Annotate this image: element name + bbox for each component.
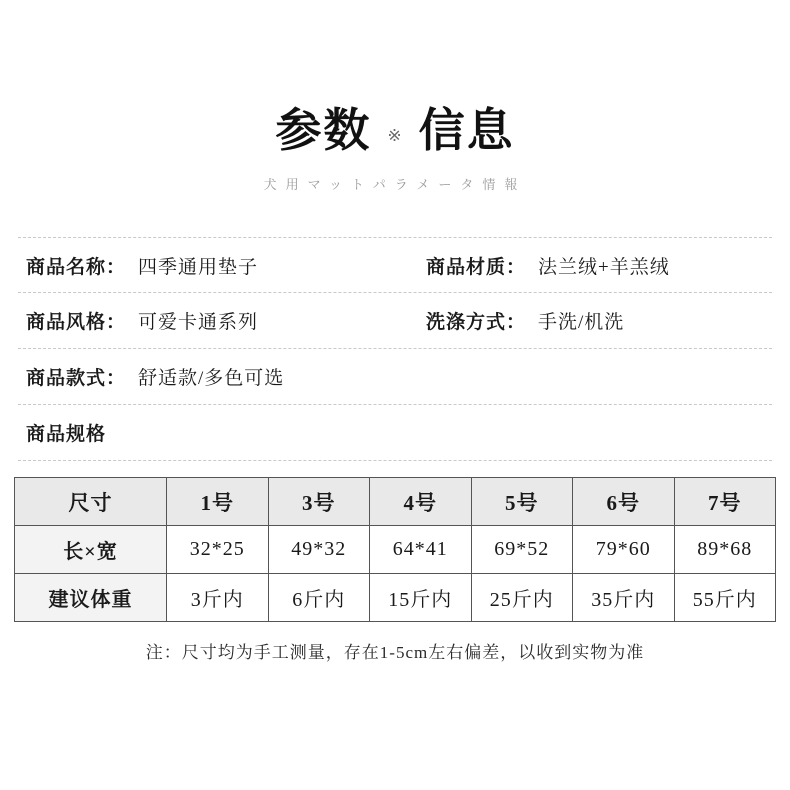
table-header-cell: 4号 xyxy=(370,478,472,526)
size-table-wrapper xyxy=(14,477,776,663)
spec-row xyxy=(18,349,772,405)
table-row xyxy=(15,526,776,574)
spec-cell-right xyxy=(418,307,758,334)
table-cell: 49*32 xyxy=(268,526,370,574)
table-cell: 6斤内 xyxy=(268,574,370,622)
spec-cell-left xyxy=(18,252,418,279)
measurement-note: 注：尺寸均为手工测量，存在1-5cm左右偏差，以收到实物为准 xyxy=(145,643,645,662)
table-cell: 55斤内 xyxy=(674,574,776,622)
table-row-header xyxy=(15,478,776,526)
page-header xyxy=(0,0,790,193)
table-row xyxy=(15,574,776,622)
table-cell: 35斤内 xyxy=(573,574,675,622)
spec-value: 手洗/机洗 xyxy=(538,312,625,333)
table-cell: 89*68 xyxy=(674,526,776,574)
table-cell: 64*41 xyxy=(370,526,472,574)
spec-label: 商品风格： xyxy=(26,312,127,333)
page-title-left: 参数 xyxy=(275,105,372,156)
spec-section-title: 商品规格 xyxy=(26,424,107,445)
spec-cell-left xyxy=(18,307,418,334)
table-cell: 69*52 xyxy=(471,526,573,574)
table-header-cell: 3号 xyxy=(268,478,370,526)
page-title xyxy=(0,105,790,156)
page-subtitle: 犬用マットパラメータ情報 xyxy=(263,177,527,192)
spec-section-title-row xyxy=(18,405,772,461)
spec-cell-right xyxy=(418,252,758,279)
spec-list xyxy=(18,237,772,461)
spec-label: 商品名称： xyxy=(26,256,127,278)
table-header-cell: 6号 xyxy=(573,478,675,526)
spec-row xyxy=(18,237,772,293)
spec-value: 四季通用垫子 xyxy=(138,256,259,278)
spec-cell-left xyxy=(18,419,418,446)
spec-label: 商品材质： xyxy=(426,256,527,278)
table-row-label: 建议体重 xyxy=(15,574,167,622)
table-header-cell: 5号 xyxy=(471,478,573,526)
table-header-cell: 尺寸 xyxy=(15,478,167,526)
page-title-right: 信息 xyxy=(418,105,515,156)
table-cell: 32*25 xyxy=(167,526,269,574)
spec-value: 可爱卡通系列 xyxy=(138,312,259,333)
table-header-cell: 7号 xyxy=(674,478,776,526)
size-table xyxy=(14,477,776,622)
table-cell: 79*60 xyxy=(573,526,675,574)
title-separator-icon: ※ xyxy=(387,125,403,145)
spec-row xyxy=(18,293,772,349)
table-cell: 3斤内 xyxy=(167,574,269,622)
table-header-cell: 1号 xyxy=(167,478,269,526)
spec-value: 舒适款/多色可选 xyxy=(138,368,285,389)
spec-cell-left xyxy=(18,363,418,390)
table-cell: 25斤内 xyxy=(471,574,573,622)
table-row-label: 长×宽 xyxy=(15,526,167,574)
spec-value: 法兰绒+羊羔绒 xyxy=(538,256,670,278)
spec-label: 洗涤方式： xyxy=(426,312,527,333)
table-cell: 15斤内 xyxy=(370,574,472,622)
spec-label: 商品款式： xyxy=(26,368,127,389)
